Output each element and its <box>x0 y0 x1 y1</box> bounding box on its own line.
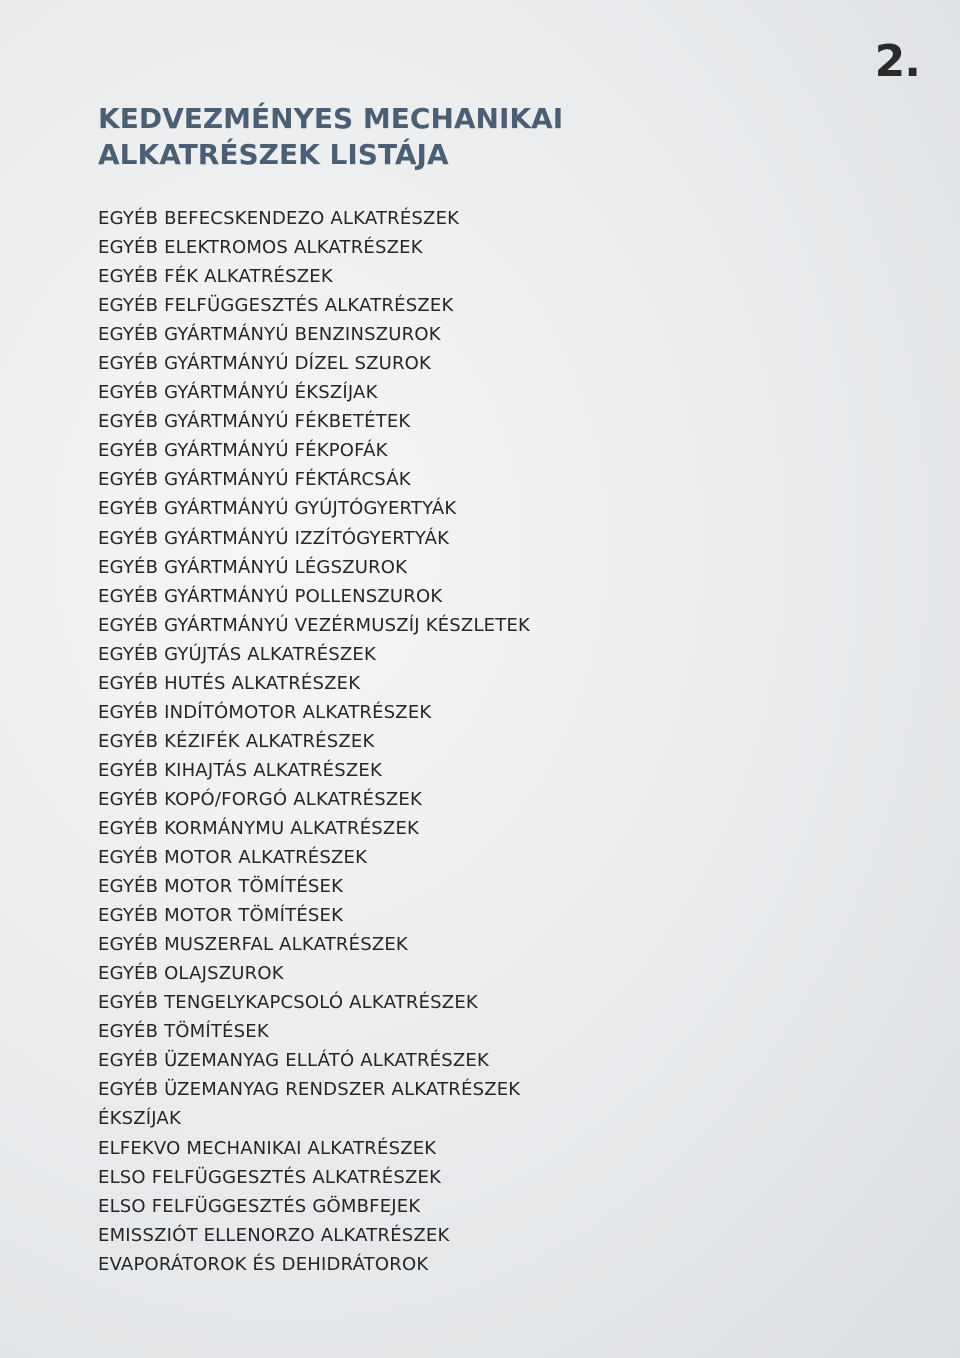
list-item: EGYÉB KORMÁNYMU ALKATRÉSZEK <box>98 817 420 839</box>
list-item: EGYÉB GYÁRTMÁNYÚ DÍZEL SZUROK <box>98 353 432 375</box>
page-title <box>98 101 563 173</box>
list-item: EGYÉB FELFÜGGESZTÉS ALKATRÉSZEK <box>98 295 454 317</box>
list-item: EGYÉB GYÁRTMÁNYÚ FÉKPOFÁK <box>98 440 388 462</box>
page-number: 2. <box>874 36 920 87</box>
list-item: EGYÉB GYÁRTMÁNYÚ POLLENSZUROK <box>98 585 443 607</box>
list-item: EGYÉB GYÁRTMÁNYÚ FÉKBETÉTEK <box>98 411 411 433</box>
list-item: ELSO FELFÜGGESZTÉS ALKATRÉSZEK <box>98 1166 442 1188</box>
list-item: EGYÉB GYÁRTMÁNYÚ FÉKTÁRCSÁK <box>98 469 411 491</box>
parts-list <box>98 204 530 1279</box>
list-item: EGYÉB GYÁRTMÁNYÚ VEZÉRMUSZÍJ KÉSZLETEK <box>98 614 531 636</box>
list-item: EGYÉB GYÁRTMÁNYÚ GYÚJTÓGYERTYÁK <box>98 498 457 520</box>
list-item: EGYÉB ELEKTROMOS ALKATRÉSZEK <box>98 237 423 259</box>
list-item: EGYÉB MUSZERFAL ALKATRÉSZEK <box>98 934 408 956</box>
list-item: EGYÉB KIHAJTÁS ALKATRÉSZEK <box>98 759 382 781</box>
list-item: EGYÉB MOTOR TÖMÍTÉSEK <box>98 905 344 927</box>
list-item: EGYÉB TÖMÍTÉSEK <box>98 1021 269 1043</box>
list-item: EGYÉB MOTOR TÖMÍTÉSEK <box>98 876 344 898</box>
page-title-line-2: ALKATRÉSZEK LISTÁJA <box>98 138 449 171</box>
list-item: EGYÉB MOTOR ALKATRÉSZEK <box>98 847 368 869</box>
list-item: EVAPORÁTOROK ÉS DEHIDRÁTOROK <box>98 1253 429 1275</box>
list-item: EGYÉB GYÁRTMÁNYÚ IZZÍTÓGYERTYÁK <box>98 527 450 549</box>
list-item: EGYÉB HUTÉS ALKATRÉSZEK <box>98 672 361 694</box>
list-item: EGYÉB BEFECSKENDEZO ALKATRÉSZEK <box>98 208 460 229</box>
list-item: EGYÉB FÉK ALKATRÉSZEK <box>98 266 333 288</box>
page-title-line-1: KEDVEZMÉNYES MECHANIKAI <box>98 102 564 135</box>
list-item: EGYÉB GYÁRTMÁNYÚ ÉKSZÍJAK <box>98 382 378 404</box>
list-item: EGYÉB OLAJSZUROK <box>98 963 284 985</box>
list-item: EGYÉB INDÍTÓMOTOR ALKATRÉSZEK <box>98 701 432 723</box>
list-item: ELFEKVO MECHANIKAI ALKATRÉSZEK <box>98 1137 437 1159</box>
list-item: EGYÉB KOPÓ/FORGÓ ALKATRÉSZEK <box>98 788 422 810</box>
list-item: ELSO FELFÜGGESZTÉS GÖMBFEJEK <box>98 1195 421 1217</box>
list-item: ÉKSZÍJAK <box>98 1108 181 1130</box>
list-item: EGYÉB TENGELYKAPCSOLÓ ALKATRÉSZEK <box>98 992 478 1014</box>
list-item: EGYÉB GYÁRTMÁNYÚ LÉGSZUROK <box>98 556 408 578</box>
list-item: EGYÉB KÉZIFÉK ALKATRÉSZEK <box>98 730 375 752</box>
list-item: EGYÉB ÜZEMANYAG RENDSZER ALKATRÉSZEK <box>98 1079 521 1101</box>
list-item: EGYÉB GYÁRTMÁNYÚ BENZINSZUROK <box>98 324 441 346</box>
list-item: EGYÉB ÜZEMANYAG ELLÁTÓ ALKATRÉSZEK <box>98 1050 489 1072</box>
list-item: EMISSZIÓT ELLENORZO ALKATRÉSZEK <box>98 1224 450 1246</box>
list-item: EGYÉB GYÚJTÁS ALKATRÉSZEK <box>98 643 377 665</box>
